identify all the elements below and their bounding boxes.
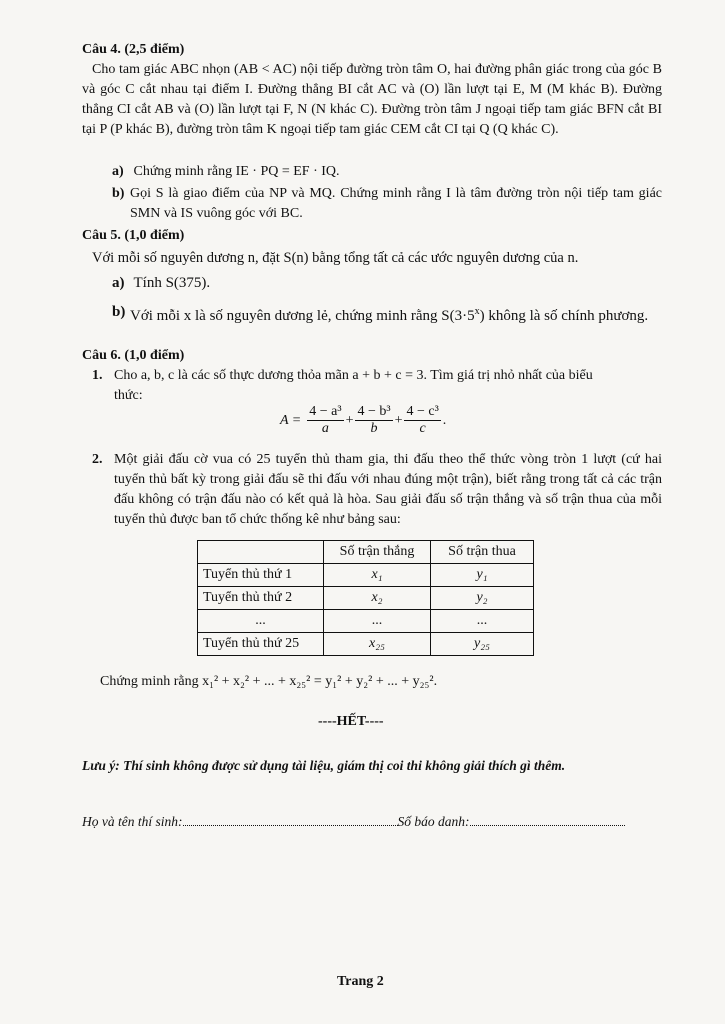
formula-fraction-b: $\frac{\text{4 − b³}}{b}$ bbox=[357, 404, 391, 436]
table-cell: x₂ bbox=[324, 587, 431, 610]
formula-fraction-a: $\frac{\text{4 − a³}}{a}$ bbox=[309, 404, 342, 436]
q6-part-2 bbox=[92, 450, 662, 530]
table-cell: y₂₅ bbox=[431, 633, 534, 656]
table-row bbox=[198, 610, 534, 633]
note: Lưu ý: Thí sinh không được sử dụng tài liệu, giám thị coi thi không giải thích gì thêm. bbox=[82, 758, 566, 773]
candidate-number-blank bbox=[470, 813, 625, 826]
table-row bbox=[198, 564, 534, 587]
table-cell: Tuyển thủ thứ 1 bbox=[198, 564, 324, 587]
q6-conclusion: Chứng minh rằng x₁² + x₂² + ... + x₂₅² = y₁² + y₂² + ... + y₂₅². bbox=[100, 674, 438, 689]
q5-title: Câu 5. (1,0 điểm) bbox=[82, 228, 185, 243]
q4-a-text: Chứng minh rằng IE · PQ = EF · IQ. bbox=[133, 164, 340, 179]
q4-b-label: b) bbox=[112, 186, 125, 201]
table-cell: Tuyển thủ thứ 25 bbox=[198, 633, 324, 656]
q4-intro: Cho tam giác ABC nhọn (AB < AC) nội tiếp đường tròn tâm O, hai đường phân giác trong của góc B và góc C cắt nhau tại điểm I. Đường thẳng BI cắt AC và (O) lần lượt tại E, M (M khác B). Đường thẳng CI cắt AB và (O) lần lượt tại F, N (N khác C). Đường tròn tâm J ngoại tiếp tam giác BFN cắt BI tại P (P khác B), đường tròn tâm K ngoại tiếp tam giác CEM cắt CI tại Q (Q khác C). bbox=[82, 62, 662, 137]
formula-fraction-c: $\frac{\text{4 − c³}}{c}$ bbox=[406, 404, 439, 436]
table-cell: ... bbox=[198, 610, 324, 633]
table-header-cell bbox=[198, 541, 324, 564]
q6-1-text: Cho a, b, c là các số thực dương thỏa mãn a + b + c = 3. Tìm giá trị nhỏ nhất của biểu thức: bbox=[114, 368, 593, 403]
table-cell: x₁ bbox=[324, 564, 431, 587]
table-row bbox=[198, 633, 534, 656]
table-cell: y₂ bbox=[431, 587, 534, 610]
table-header-cell: Số trận thua bbox=[431, 541, 534, 564]
candidate-name-label: Họ và tên thí sinh: bbox=[82, 814, 183, 829]
candidate-number-label: Số báo danh: bbox=[397, 814, 470, 829]
table-cell: Tuyển thủ thứ 2 bbox=[198, 587, 324, 610]
q5-b-text: Với mỗi x là số nguyên dương lẻ, chứng minh rằng $S(3\cdot 5^x)$ không là số chính phương. bbox=[130, 306, 649, 324]
q6-2-text: Một giải đấu cờ vua có 25 tuyển thủ tham gia, thi đấu theo thể thức vòng tròn 1 lượt (cứ hai tuyển thủ bất kỳ trong giải đấu sẽ thi đấu với nhau đúng một trận), biết rằng trong tất cả các trận đấu không có trận đấu nào có kết quả là hòa. Sau giải đấu số trận thắng và số trận thua của mỗi tuyển thủ được ban tổ chức thống kê như bảng sau: bbox=[114, 452, 662, 527]
q5-part-b bbox=[112, 300, 662, 328]
page-number: Trang 2 bbox=[337, 974, 384, 989]
q4-part-a bbox=[112, 162, 662, 182]
q5-intro: Với mỗi số nguyên dương n, đặt S(n) bằng tổng tất cả các ước nguyên dương của n. bbox=[92, 250, 579, 266]
table-cell: ... bbox=[431, 610, 534, 633]
q6-title: Câu 6. (1,0 điểm) bbox=[82, 348, 185, 363]
table-cell: x₂₅ bbox=[324, 633, 431, 656]
q6-1-label: 1. bbox=[92, 368, 103, 383]
q6-2-label: 2. bbox=[92, 452, 103, 467]
q5-a-text: Tính S(375). bbox=[133, 275, 211, 291]
table-row bbox=[198, 587, 534, 610]
q4-a-label: a) bbox=[112, 164, 124, 179]
q6-formula: A = $\frac{\text{4 − a³}}{a}$ + $\frac{\text{4 − b³}}{b}$ + $\frac{\text{4 − c³}}{c}$ . bbox=[280, 404, 447, 436]
table-header-row bbox=[198, 541, 534, 564]
table-cell: y₁ bbox=[431, 564, 534, 587]
score-table bbox=[197, 540, 534, 656]
q4-b-text: Gọi S là giao điểm của NP và MQ. Chứng minh rằng I là tâm đường tròn nội tiếp tam giác SMN và IS vuông góc với BC. bbox=[130, 186, 662, 221]
q5-b-label: b) bbox=[112, 304, 126, 320]
q4-part-b bbox=[112, 184, 662, 224]
end-mark: ----HẾT---- bbox=[318, 714, 384, 729]
candidate-name-blank bbox=[183, 813, 398, 826]
q5-a-label: a) bbox=[112, 275, 125, 291]
table-cell: ... bbox=[324, 610, 431, 633]
q6-part-1 bbox=[92, 366, 662, 406]
candidate-info-line bbox=[82, 812, 672, 832]
q4-title: Câu 4. (2,5 điểm) bbox=[82, 42, 185, 57]
q5-part-a bbox=[112, 273, 662, 293]
table-header-cell: Số trận thắng bbox=[324, 541, 431, 564]
